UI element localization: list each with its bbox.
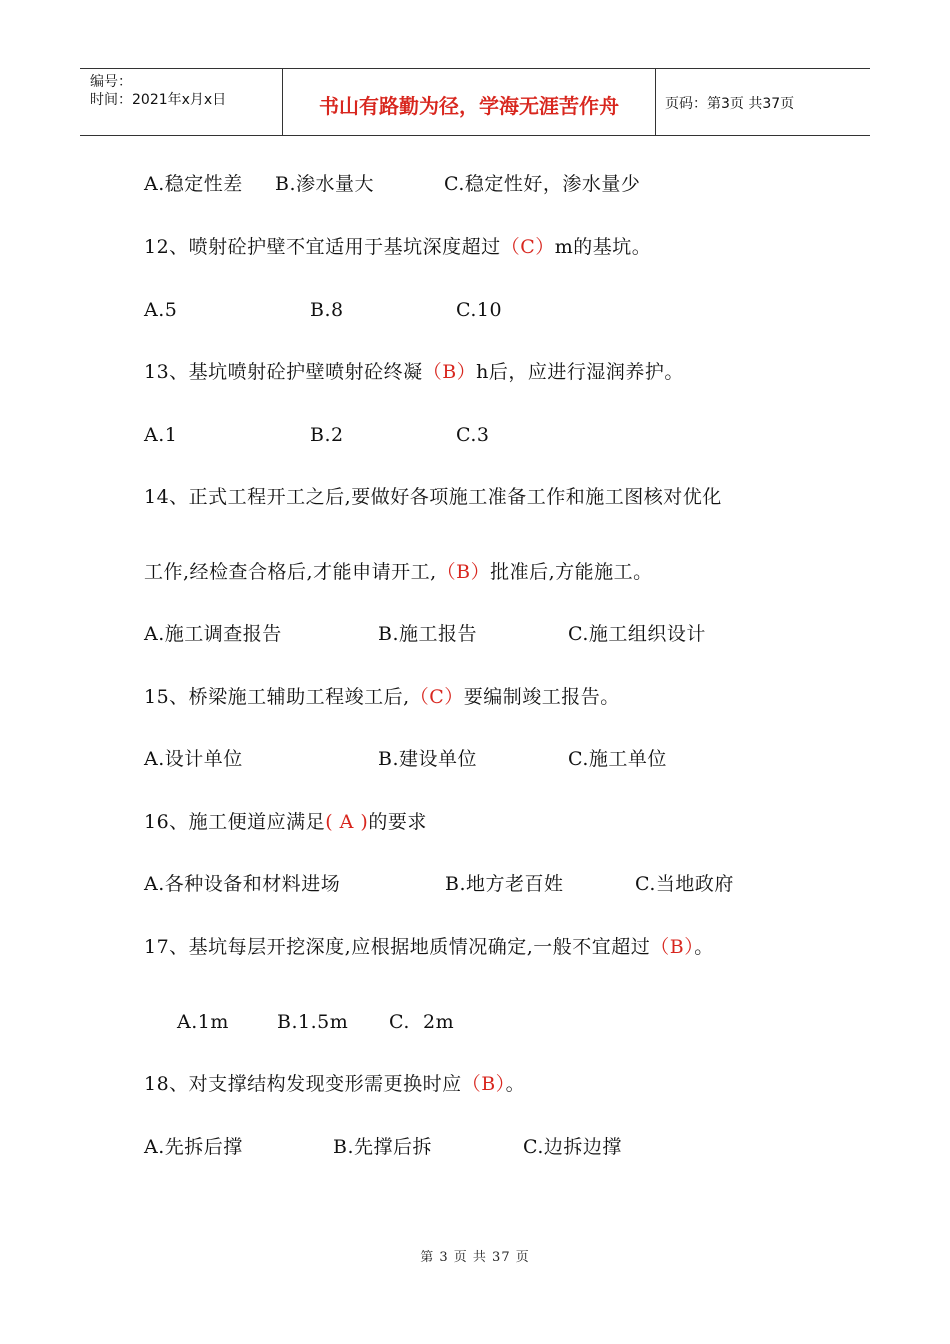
q13-stem [144, 359, 684, 385]
q14-answer: （B） [436, 561, 491, 583]
q16-option-b: B.地方老百姓 [445, 873, 564, 895]
q13-text: 13、基坑喷射砼护壁喷射砼终凝 [144, 361, 423, 383]
q16-answer: ( A ) [325, 811, 369, 833]
q11-option-a: A.稳定性差 [144, 173, 243, 195]
q16-stem [144, 809, 427, 835]
q15-stem [144, 684, 620, 710]
q13-option-c: C.3 [456, 424, 490, 446]
q13-option-b: B.2 [310, 424, 344, 446]
q15-text: 15、桥梁施工辅助工程竣工后, [144, 686, 410, 708]
q13-answer: （B） [422, 361, 477, 383]
q18-answer: （B） [461, 1073, 506, 1095]
q12-text-end: m的基坑。 [554, 236, 652, 258]
page-header [80, 68, 870, 136]
header-page-label: 页码：第3页 共37页 [665, 96, 795, 112]
q12-stem [144, 234, 651, 260]
q17-answer: （B） [650, 936, 695, 958]
q12-option-c: C.10 [456, 299, 503, 321]
q17-option-c: C. 2m [389, 1011, 455, 1033]
q12-answer: （C） [500, 236, 555, 258]
q14-option-b: B.施工报告 [378, 623, 478, 645]
q15-text-end: 要编制竣工报告。 [463, 686, 620, 708]
q17-option-b: B.1.5m [277, 1011, 349, 1033]
q15-option-c: C.施工单位 [568, 748, 667, 770]
q13-option-a: A.1 [144, 424, 178, 446]
q11-option-c: C.稳定性好，渗水量少 [444, 173, 641, 195]
q13-text-end: h后，应进行湿润养护。 [476, 361, 684, 383]
q15-answer: （C） [409, 686, 464, 708]
q16-option-c: C.当地政府 [635, 873, 734, 895]
q16-option-a: A.各种设备和材料进场 [144, 873, 341, 895]
q12-option-a: A.5 [144, 299, 178, 321]
page-footer: 第 3 页 共 37 页 [420, 1250, 530, 1265]
q18-option-c: C.边拆边撑 [523, 1136, 622, 1158]
q14-text-end: 批准后,方能施工。 [490, 561, 653, 583]
q17-text: 17、基坑每层开挖深度,应根据地质情况确定,一般不宜超过 [144, 936, 651, 958]
document-time-label: 时间：2021年x月x日 [90, 92, 227, 108]
q18-text: 18、对支撑结构发现变形需更换时应 [144, 1073, 462, 1095]
q17-stem [144, 934, 714, 960]
q18-option-a: A.先拆后撑 [144, 1136, 243, 1158]
q14-stem-line2 [144, 559, 653, 585]
q12-option-b: B.8 [310, 299, 344, 321]
q12-text: 12、喷射砼护壁不宜适用于基坑深度超过 [144, 236, 501, 258]
q16-text-end: 的要求 [368, 811, 427, 833]
q16-text: 16、施工便道应满足 [144, 811, 326, 833]
q18-option-b: B.先撑后拆 [333, 1136, 433, 1158]
q17-option-a: A.1m [177, 1011, 229, 1033]
header-motto: 书山有路勤为径，学海无涯苦作舟 [282, 69, 656, 135]
q11-option-b: B.渗水量大 [275, 173, 375, 195]
q18-stem [144, 1071, 525, 1097]
q14-option-a: A.施工调查报告 [144, 623, 282, 645]
q14-option-c: C.施工组织设计 [568, 623, 706, 645]
document-code-label: 编号： [90, 74, 132, 90]
q14-stem-line1: 14、正式工程开工之后,要做好各项施工准备工作和施工图核对优化 [144, 486, 722, 508]
header-meta-cell [80, 69, 282, 135]
q17-text-end: 。 [694, 936, 714, 958]
q18-text-end: 。 [505, 1073, 526, 1095]
q15-option-a: A.设计单位 [144, 748, 243, 770]
q14-text: 工作,经检查合格后,才能申请开工, [144, 561, 437, 583]
q15-option-b: B.建设单位 [378, 748, 478, 770]
